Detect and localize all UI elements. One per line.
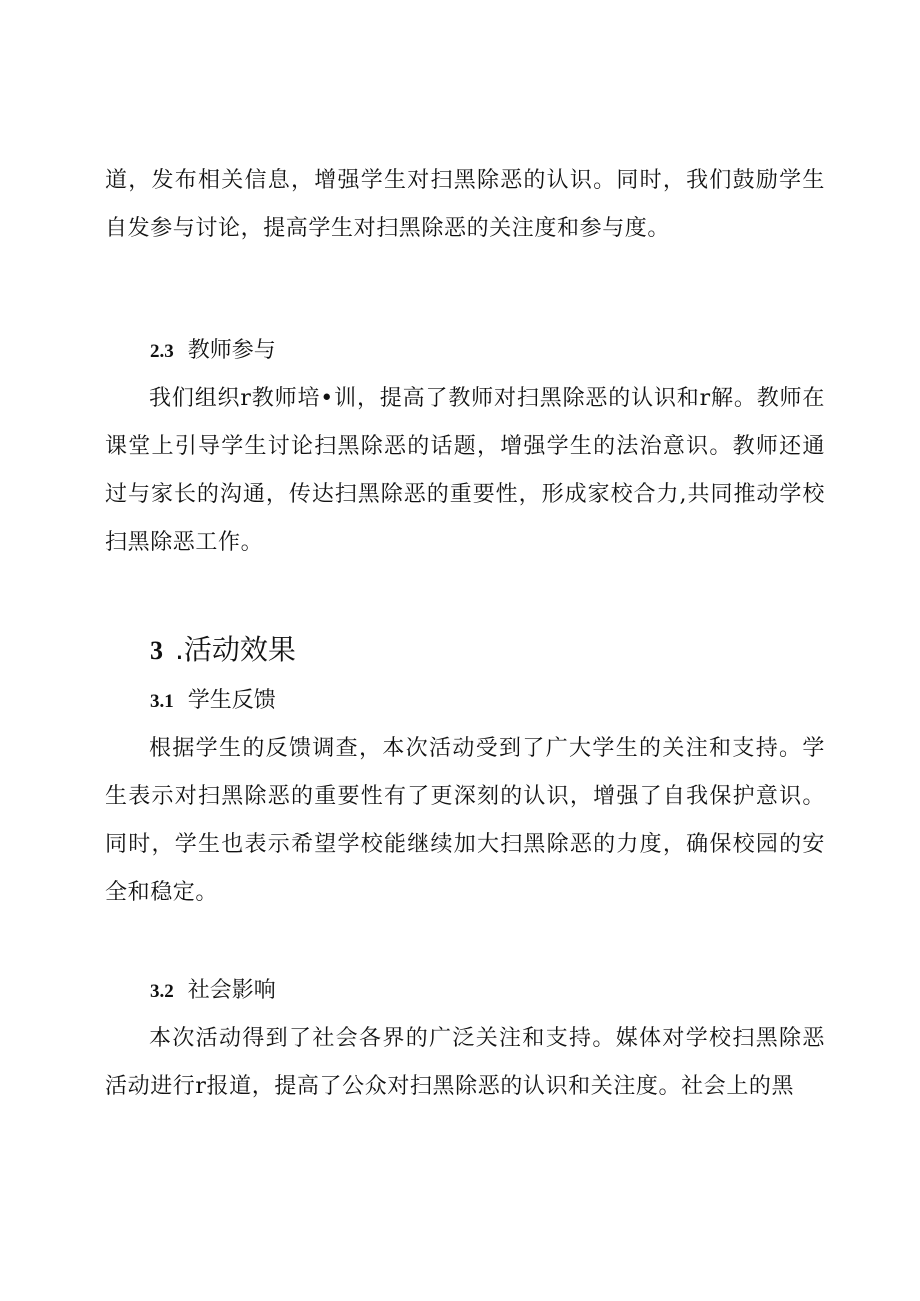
heading-title: 社会影响	[187, 978, 276, 1003]
heading-number: 3	[150, 636, 163, 665]
heading-3-2	[150, 976, 276, 1007]
heading-title: 教师参与	[187, 338, 276, 363]
heading-title: .活动效果	[175, 633, 296, 666]
heading-3	[150, 632, 296, 669]
heading-number: 3.2	[150, 981, 174, 1002]
heading-3-1	[150, 686, 276, 717]
heading-number: 3.1	[150, 691, 174, 712]
heading-2-3	[150, 336, 276, 367]
paragraph-social-impact: 本次活动得到了社会各界的广泛关注和支持。媒体对学校扫黑除恶活动进行r报道，提高了公众对扫黑除恶的认识和关注度。社会上的黑	[105, 1026, 825, 1099]
paragraph-student-feedback: 根据学生的反馈调查，本次活动受到了广大学生的关注和支持。学生表示对扫黑除恶的重要性有了更深刻的认识，增强了自我保护意识。同时，学生也表示希望学校能继续加大扫黑除恶的力度，确保校园的安全和稳定。	[105, 736, 825, 905]
paragraph-intro-continuation: 道，发布相关信息，增强学生对扫黑除恶的认识。同时，我们鼓励学生自发参与讨论，提高学生对扫黑除恶的关注度和参与度。	[105, 168, 825, 241]
heading-number: 2.3	[150, 341, 174, 362]
paragraph-teacher-participation: 我们组织r教师培•训，提高了教师对扫黑除恶的认识和r解。教师在课堂上引导学生讨论扫黑除恶的话题，增强学生的法治意识。教师还通过与家长的沟通，传达扫黑除恶的重要性，形成家校合力,共同推动学校扫黑除恶工作。	[105, 386, 825, 555]
heading-title: 学生反馈	[187, 688, 276, 713]
